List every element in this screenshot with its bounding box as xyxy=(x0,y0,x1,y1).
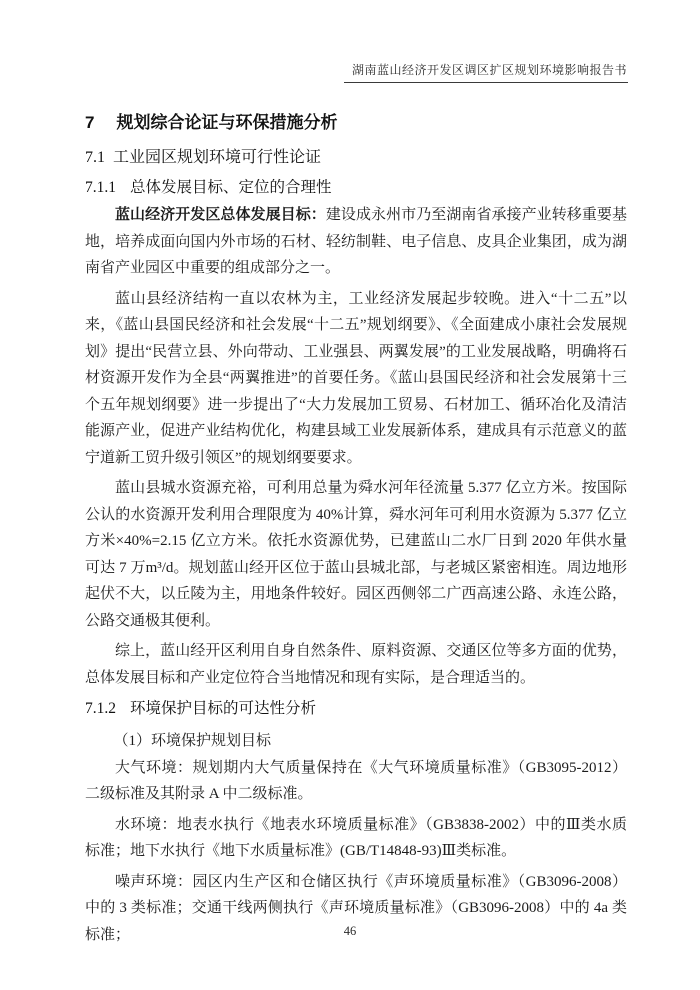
paragraph-economic-structure: 蓝山县经济结构一直以农林为主，工业经济发展起步较晚。进入“十二五”以来，《蓝山县国民经济和社会发展“十二五”规划纲要》、《全面建成小康社会发展规划》提出“民营立县、外向带动、工业强县、两翼发展”的工业发展战略，明确将石材资源开发作为全县“两翼推进”的首要任务。《蓝山县国民经济和社会发展第十三个五年规划纲要》进一步提出了“大力发展加工贸易、石材加工、循环冶化及清洁能源产业，促进产业结构优化，构建县域工业发展新体系，建成具有示范意义的蓝宁道新工贸升级引领区”的规划纲要要求。 xyxy=(85,290,627,466)
paragraph-water-resources: 蓝山县城水资源充裕，可利用总量为舜水河年径流量 5.377 亿立方米。按国际公认的水资源开发利用合理限度为 40%计算，舜水河年可利用水资源为 5.377 亿立方米×40%=2.15 亿立方米。依托水资源优势，已建蓝山二水厂日到 2020 年供水量可达 7 万m³/d。规划蓝山经开区位于蓝山县城北部，与老城区紧密相连。周边地形起伏不大，以丘陵为主，用地条件较好。园区西侧邻二广西高速公路、永连公路，公路交通极其便利。 xyxy=(85,480,627,629)
paragraph-noise-environment: 噪声环境：园区内生产区和仓储区执行《声环境质量标准》（GB3096-2008）中的 3 类标准；交通干线两侧执行《声环境质量标准》（GB3096-2008）中的 4a 类标准； xyxy=(85,873,627,943)
paragraph-conclusion: 综上，蓝山经开区利用自身自然条件、原料资源、交通区位等多方面的优势，总体发展目标和产业定位符合当地情况和现有实际，是合理适当的。 xyxy=(85,643,627,686)
heading-section-7-1-title: 工业园区规划环境可行性论证 xyxy=(113,149,322,166)
paragraph-development-goal-rest: 建设成永州市乃至湖南省承接产业转移重要基地，培养成面向国内外市场的石材、轻纺制鞋、电子信息、皮具企业集团，成为湖南省产业园区中重要的组成部分之一。 xyxy=(85,207,627,276)
heading-subsection-7-1-1 xyxy=(85,177,627,198)
paragraph-air-environment: 大气环境：规划期内大气质量保持在《大气环境质量标准》（GB3095-2012）二级标准及其附录 A 中二级标准。 xyxy=(85,759,627,802)
page-footer xyxy=(0,924,700,939)
heading-section-7-1 xyxy=(85,147,627,168)
heading-chapter-7 xyxy=(85,112,627,134)
paragraph-development-goal-lead: 蓝山经济开发区总体发展目标： xyxy=(115,207,326,223)
heading-subsection-7-1-2-number: 7.1.2 xyxy=(85,700,116,717)
heading-subsection-7-1-1-number: 7.1.1 xyxy=(85,179,116,196)
heading-subsection-7-1-2 xyxy=(85,698,627,719)
header-title: 湖南蓝山经济开发区调区扩区规划环境影响报告书 xyxy=(344,61,628,83)
page-header xyxy=(0,61,628,83)
paragraph-development-goal xyxy=(85,202,627,282)
page-number: 46 xyxy=(343,924,357,938)
list-item-env-protection-goal: （1）环境保护规划目标 xyxy=(113,733,272,749)
page-content xyxy=(85,112,627,952)
heading-section-7-1-number: 7.1 xyxy=(85,149,105,166)
heading-chapter-7-title: 规划综合论证与环保措施分析 xyxy=(116,113,338,132)
heading-subsection-7-1-2-title: 环境保护目标的可达性分析 xyxy=(130,700,317,717)
heading-subsection-7-1-1-title: 总体发展目标、定位的合理性 xyxy=(130,179,332,196)
heading-chapter-7-number: 7 xyxy=(85,113,95,132)
paragraph-water-environment: 水环境：地表水执行《地表水环境质量标准》（GB3838-2002）中的Ⅲ类水质标准；地下水执行《地下水质量标准》(GB/T14848-93)Ⅲ类标准。 xyxy=(85,816,627,859)
